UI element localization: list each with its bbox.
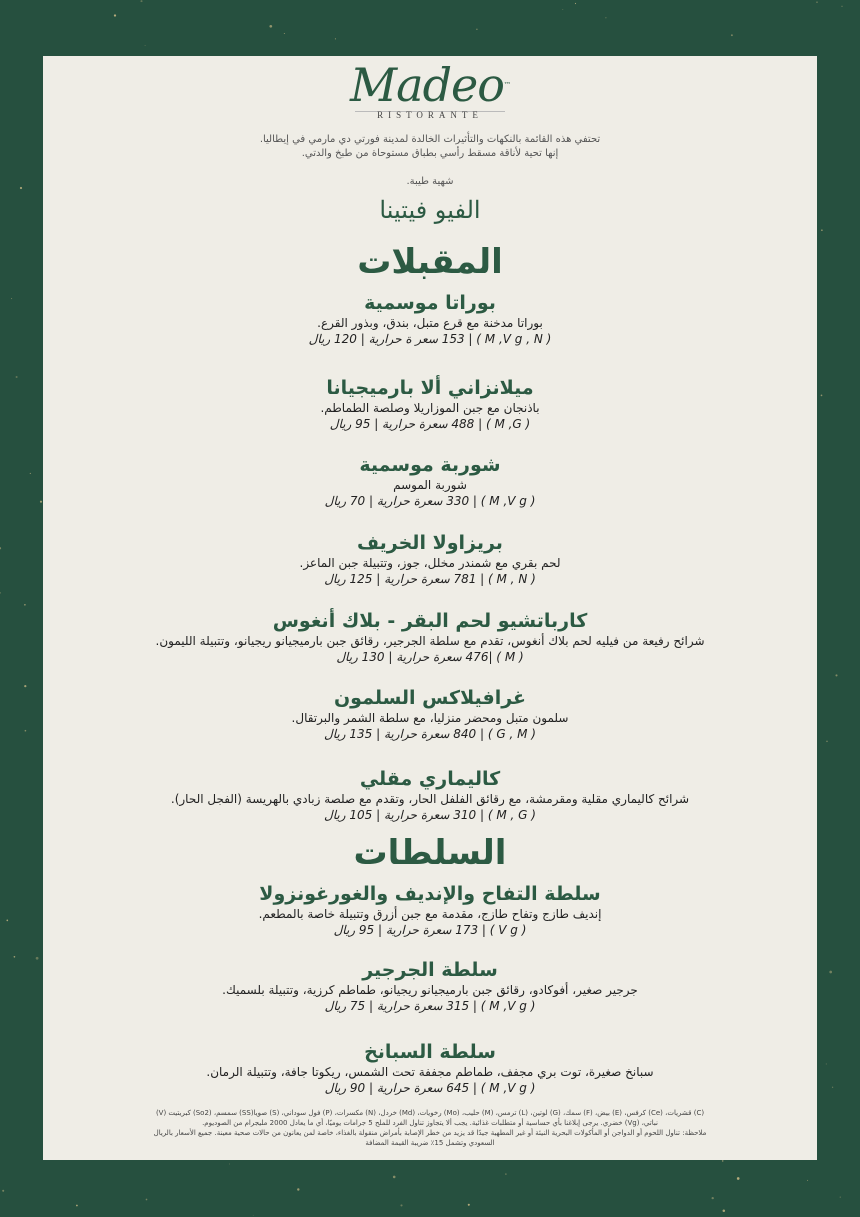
item-meta: ( G , M ) | 840 سعرة حرارية | 135 ريال [324,727,536,741]
footnote-line: ملاحظة: تناول اللحوم أو الدواجن أو المأكولات البحرية النيئة أو غير المطهية جيدًا قد يزيد من خطر الإصابة بأمراض منقولة بالغذاء، خاصة لمن يعانون من حالات صحية معينة. جميع الأسعار بالريال [153,1129,707,1137]
item-description: باذنجان مع جبن الموزاريلا وصلصة الطماطم. [320,401,540,415]
menu-item [43,453,817,509]
footnote-line: نباتي، (Vg) خضري. يرجى إبلاغنا بأي حساسية أو متطلبات غذائية. يجب ألا يتجاوز تناول الفرد للملح 5 جرامات يوميًا، أي ما يعادل 2000 مليجرام من الصوديوم. [202,1119,658,1127]
item-name: غرافيلاكس السلمون [333,687,527,709]
section-title-salads: السلطات [353,833,507,873]
item-description: لحم بقري مع شمندر مخلل، جوز، وتتبيلة جبن الماعز. [299,556,561,570]
item-name: كارباتشيو لحم البقر - بلاك أنغوس [272,610,588,632]
menu-item [43,291,817,347]
intro-line: تحتفي هذه القائمة بالنكهات والتأثيرات الخالدة لمدينة فورتي دي مارمي في إيطاليا. [259,134,601,145]
item-description: جرجير صغير، أفوكادو، رقائق جبن بارميجيانو ريجيانو، طماطم كرزية، وتتبيلة بلسميك. [222,983,638,997]
item-description: إنديف طازج وتفاح طازج، مقدمة مع جبن أزرق وتتبيلة خاصة بالمطعم. [258,907,602,921]
restaurant-logo [43,60,817,120]
menu-page [43,56,817,1160]
item-meta: ( M , N ) | 781 سعرة حرارية | 125 ريال [324,572,536,586]
intro-line: إنها تحية لأناقة مسقط رأسي بطباق مستوحاة من طبخ والدتي. [301,148,559,159]
slogan: الفيو فيتينا [379,196,481,224]
item-description: بوراتا مدخنة مع قرع متبل، بندق، وبذور القرع. [317,316,543,330]
item-meta: ( M ,V g ) | 645 سعرة حرارية | 90 ريال [324,1081,536,1095]
item-name: بوراتا موسمية [364,292,496,314]
logo-subtitle: RISTORANTE [377,110,483,120]
item-meta: ( M ,G ) | 488 سعرة حرارية | 95 ريال [329,417,531,431]
item-description: شرائح رفيعة من فيليه لحم بلاك أنغوس، تقدم مع سلطة الجرجير، رقائق جبن بارميجيانو ريجيانو، وتتبيلة الليمون. [155,634,705,648]
section-title-appetizers: المقبلات [357,242,503,282]
item-meta: ( M ,V g ) | 315 سعرة حرارية | 75 ريال [324,999,536,1013]
bon-appetit-text: شهية طيبة. [406,176,454,187]
item-name: سلطة التفاح والإنديف والغورغونزولا [259,883,601,905]
menu-item [43,686,817,742]
item-meta: ( M ,V g ) | 330 سعرة حرارية | 70 ريال [324,494,536,508]
menu-item [43,376,817,432]
item-meta: ( M ) |476 سعرة حرارية | 130 ريال [336,650,524,664]
item-description: شوربة الموسم [393,478,467,492]
item-meta: ( M ,V g , N ) | 153 سعر ة حرارية | 120 ريال [308,332,552,346]
menu-item [43,767,817,823]
menu-item [43,882,817,938]
footnote-line: السعودي وتشمل 15٪ ضريبة القيمة المضافة [365,1139,495,1147]
logo-wordmark: Madeo™ [350,58,510,112]
menu-item [43,531,817,587]
item-name: ميلانزاني ألا بارميجيانا [326,377,534,399]
menu-item [43,609,817,665]
item-name: بريزاولا الخريف [357,532,503,554]
footnote-line: (C) قشريات، (Ce) كرفس، (E) بيض، (F) سمك، (G) لوتين، (L) ترمس، (M) حليب، (Mo) رخويات، (Md) خردل، (N) مكسرات، (P) فول سوداني، (S) صويا(SS) سمسم، (So2) كبريتيت (V) [155,1109,705,1117]
item-name: شوربة موسمية [359,454,501,476]
item-description: شرائح كاليماري مقلية ومقرمشة، مع رقائق الفلفل الحار، وتقدم مع صلصة زبادي بالهريسة (الفجل الحار). [170,792,690,806]
item-meta: ( M , G ) | 310 سعرة حرارية | 105 ريال [324,808,536,822]
item-name: سلطة الجرجير [362,959,498,981]
item-description: سلمون متبل ومحضر منزليا، مع سلطة الشمر والبرتقال. [291,711,569,725]
item-meta: ( V g ) | 173 سعرة حرارية | 95 ريال [333,923,527,937]
item-name: سلطة السبانخ [364,1041,496,1063]
intro-text [43,133,817,161]
menu-item [43,1040,817,1096]
item-description: سبانخ صغيرة، توت بري مجفف، طماطم مجففة تحت الشمس، ريكوتا جافة، وتتبيلة الرمان. [206,1065,654,1079]
allergen-footnote [63,1108,797,1148]
item-name: كاليماري مقلي [359,768,501,790]
menu-item [43,958,817,1014]
